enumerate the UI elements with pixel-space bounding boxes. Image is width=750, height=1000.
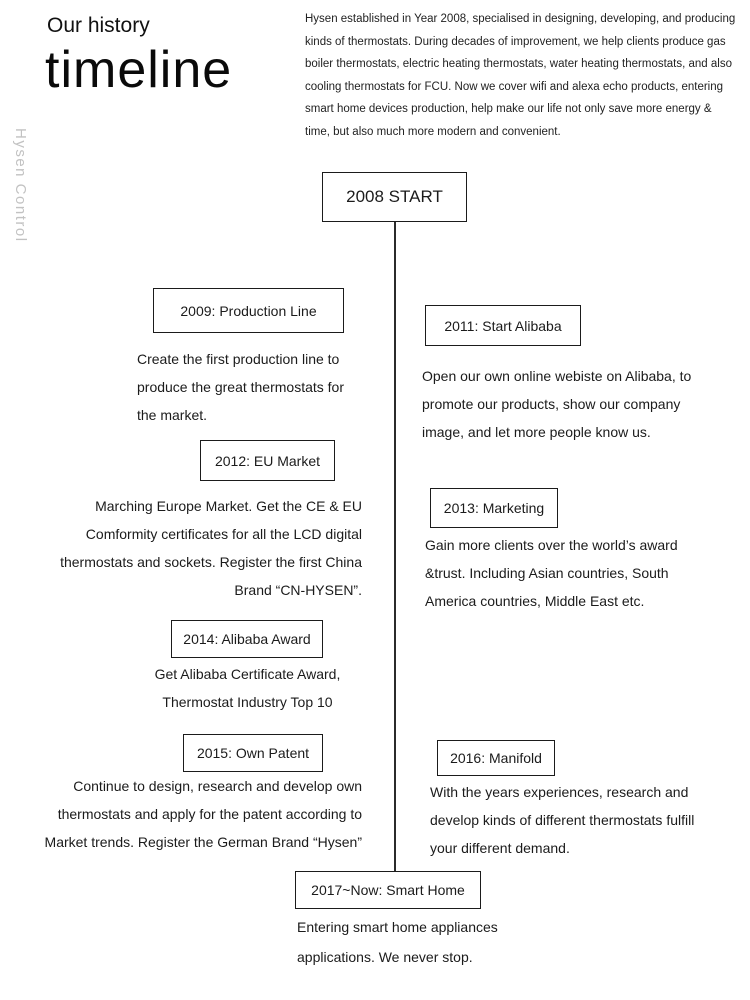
event-box-2014: 2014: Alibaba Award	[171, 620, 323, 658]
desc-line: Marching Europe Market. Get the CE & EU	[95, 498, 362, 514]
event-box-2013: 2013: Marketing	[430, 488, 558, 528]
event-desc-2014	[120, 660, 375, 716]
event-box-2015: 2015: Own Patent	[183, 734, 323, 772]
desc-line: applications. We never stop.	[297, 949, 473, 965]
timeline-axis-line	[394, 221, 396, 871]
event-desc-2009	[137, 345, 387, 429]
desc-line: thermostats and apply for the patent according to	[57, 806, 362, 822]
event-desc-2013	[425, 531, 720, 615]
brand-watermark: Hysen Control	[12, 128, 29, 243]
desc-line: Gain more clients over the world’s award	[425, 537, 678, 553]
desc-line: Entering smart home appliances	[297, 919, 498, 935]
desc-line: Market trends. Register the German Brand “Hysen”	[44, 834, 362, 850]
event-desc-2017-now	[297, 912, 567, 972]
event-box-2016: 2016: Manifold	[437, 740, 555, 776]
desc-line: Thermostat Industry Top 10	[162, 694, 333, 710]
desc-line: America countries, Middle East etc.	[425, 593, 645, 609]
desc-line: Brand “CN-HYSEN”.	[234, 582, 362, 598]
event-desc-2015	[12, 772, 362, 856]
desc-line: Continue to design, research and develop own	[73, 778, 362, 794]
event-box-2017-now: 2017~Now: Smart Home	[295, 871, 481, 909]
desc-line: Open our own online webiste on Alibaba, to	[422, 368, 692, 384]
desc-line: thermostats and sockets. Register the first China	[60, 554, 362, 570]
desc-line: Create the first production line to	[137, 351, 340, 367]
desc-line: promote our products, show our company	[422, 396, 681, 412]
event-box-2009: 2009: Production Line	[153, 288, 344, 333]
desc-line: develop kinds of different thermostats fulfill	[430, 812, 695, 828]
event-desc-2012	[18, 492, 362, 604]
intro-paragraph: Hysen established in Year 2008, specialised in designing, developing, and producing kinds of thermostats. During decades of improvement, we help clients produce gas boiler thermostats, electric heating thermostats, water heating thermostats, and also cooling thermostats for FCU. Now we cover wifi and alexa echo products, entering smart home devices production, help make our life not only save more energy & time, but also much more modern and convenient.	[305, 13, 736, 138]
desc-line: the market.	[137, 407, 208, 423]
event-box-2011: 2011: Start Alibaba	[425, 305, 581, 346]
desc-line: Comformity certificates for all the LCD digital	[85, 526, 362, 542]
desc-line: Get Alibaba Certificate Award,	[154, 666, 341, 682]
desc-line: With the years experiences, research and	[430, 784, 689, 800]
page-title: timeline	[45, 41, 233, 99]
page-subtitle: Our history	[47, 14, 150, 37]
desc-line: image, and let more people know us.	[422, 424, 651, 440]
event-desc-2011	[422, 362, 722, 446]
event-box-2008-start: 2008 START	[322, 172, 467, 222]
desc-line: your different demand.	[430, 840, 570, 856]
desc-line: produce the great thermostats for	[137, 379, 344, 395]
desc-line: &trust. Including Asian countries, South	[425, 565, 669, 581]
event-box-2012: 2012: EU Market	[200, 440, 335, 481]
event-desc-2016	[430, 778, 730, 862]
